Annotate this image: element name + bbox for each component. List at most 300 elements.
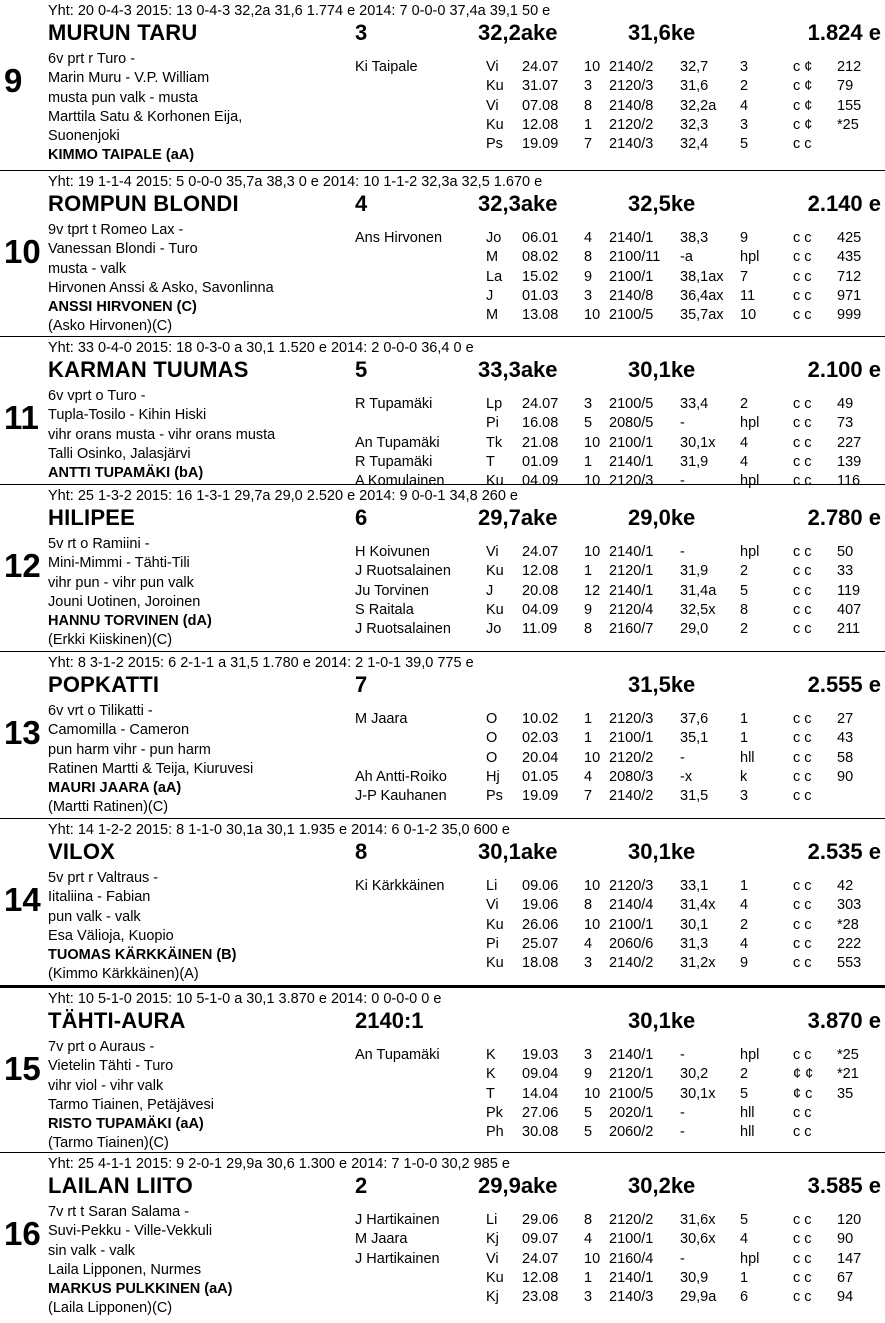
horse-name: MURUN TARU xyxy=(48,20,198,45)
start-shoes: c c xyxy=(793,788,812,805)
start-shoes: c ¢ xyxy=(793,116,813,133)
start-shoes: c c xyxy=(793,897,812,914)
start-odds: 435 xyxy=(837,249,862,266)
horse-info-line: Camomilla - Cameron xyxy=(48,722,190,739)
start-race: 1 xyxy=(584,1269,593,1286)
program-number: 15 xyxy=(4,1050,41,1087)
start-shoes: c c xyxy=(793,434,812,451)
start-track: T xyxy=(486,453,495,470)
total-earnings: 3.870 e xyxy=(807,1008,881,1033)
track-number: 8 xyxy=(355,839,368,864)
horse-name: ROMPUN BLONDI xyxy=(48,191,239,216)
horse-name: TÄHTI-AURA xyxy=(48,1008,186,1033)
start-track: Tk xyxy=(486,434,503,451)
start-placing: 1 xyxy=(740,730,749,747)
start-distance: 2100/11 xyxy=(609,249,661,266)
start-row xyxy=(0,620,885,639)
program-number: 9 xyxy=(4,62,23,99)
horse-stats-line: Yht: 14 1-2-2 2015: 8 1-1-0 30,1a 30,1 1.935 e 2014: 6 0-1-2 35,0 600 e xyxy=(48,822,510,838)
start-track: O xyxy=(486,711,498,727)
start-driver: J Ruotsalainen xyxy=(355,621,451,638)
start-odds: *25 xyxy=(837,1047,859,1063)
record-autostart: 29,7ake xyxy=(478,505,558,530)
track-number: 3 xyxy=(355,20,368,45)
start-row xyxy=(0,248,885,267)
start-driver: Ju Torvinen xyxy=(355,582,429,599)
start-driver: J-P Kauhanen xyxy=(355,788,447,805)
horse-entry xyxy=(0,651,885,818)
start-odds: 90 xyxy=(837,1231,854,1248)
start-odds: 58 xyxy=(837,749,854,766)
start-distance: 2140/1 xyxy=(609,582,654,599)
start-date: 30.08 xyxy=(522,1124,559,1141)
total-earnings: 2.100 e xyxy=(807,357,881,382)
horse-info-line: Tarmo Tiainen, Petäjävesi xyxy=(48,1096,215,1113)
horse-info-line: pun valk - valk xyxy=(48,908,141,925)
start-shoes: c c xyxy=(793,916,812,933)
start-distance: 2120/3 xyxy=(609,878,654,894)
start-time: 38,3 xyxy=(680,230,709,246)
start-driver: Ah Antti-Roiko xyxy=(355,768,447,785)
start-shoes: c c xyxy=(793,1104,812,1121)
start-shoes: c c xyxy=(793,1212,812,1228)
start-race: 3 xyxy=(584,396,593,412)
start-placing: 1 xyxy=(740,711,749,727)
start-date: 02.03 xyxy=(522,730,559,747)
horse-info-line: sin valk - valk xyxy=(48,1242,136,1259)
start-placing: 4 xyxy=(740,935,749,952)
start-time: 37,6 xyxy=(680,711,709,727)
start-shoes: c c xyxy=(793,1124,812,1141)
start-row xyxy=(0,77,885,96)
start-time: 32,5x xyxy=(680,601,716,618)
start-time: 31,3 xyxy=(680,935,709,952)
start-driver: R Tupamäki xyxy=(355,396,433,412)
horse-info-line: Marin Muru - V.P. William xyxy=(48,70,210,87)
horse-stats-line: Yht: 10 5-1-0 2015: 10 5-1-0 a 30,1 3.870 e 2014: 0 0-0-0 0 e xyxy=(48,991,442,1007)
start-race: 3 xyxy=(584,955,593,972)
start-date: 11.09 xyxy=(522,621,558,638)
start-time: 30,1x xyxy=(680,1085,716,1102)
start-date: 13.08 xyxy=(522,307,559,324)
start-distance: 2140/2 xyxy=(609,788,654,805)
horse-info-line: Hirvonen Anssi & Asko, Savonlinna xyxy=(48,279,274,296)
recent-starts-table xyxy=(0,543,885,639)
horse-info-line: Vanessan Blondi - Turo xyxy=(48,241,198,258)
start-track: M xyxy=(486,249,499,266)
start-row xyxy=(0,582,885,601)
start-date: 29.06 xyxy=(522,1212,559,1228)
start-shoes: c c xyxy=(793,1250,812,1267)
horse-entry xyxy=(0,1152,885,1323)
start-track: Vi xyxy=(486,544,499,560)
horse-info-line: Vietelin Tähti - Turo xyxy=(48,1058,174,1075)
start-placing: 2 xyxy=(740,1066,749,1083)
start-time: - xyxy=(680,415,685,432)
start-odds: 94 xyxy=(837,1289,854,1306)
start-distance: 2100/1 xyxy=(609,916,654,933)
start-date: 19.09 xyxy=(522,136,559,153)
start-distance: 2120/3 xyxy=(609,711,654,727)
record-best: 30,1ke xyxy=(628,1008,696,1033)
start-shoes: c c xyxy=(793,730,812,747)
start-date: 21.08 xyxy=(522,434,559,451)
start-shoes: c c xyxy=(793,230,812,246)
start-row xyxy=(0,97,885,116)
track-number: 2 xyxy=(355,1173,368,1198)
start-shoes: c c xyxy=(793,878,812,894)
start-odds: 303 xyxy=(837,897,862,914)
start-race: 1 xyxy=(584,730,593,747)
start-time: 30,1x xyxy=(680,434,716,451)
horse-info-line: 9v tprt t Romeo Lax - xyxy=(48,222,184,238)
start-distance: 2140/3 xyxy=(609,136,654,153)
start-time: - xyxy=(680,1104,685,1121)
start-time: 30,6x xyxy=(680,1231,716,1248)
horse-entry xyxy=(0,0,885,170)
track-number: 2140:1 xyxy=(355,1008,424,1033)
start-odds: 147 xyxy=(837,1250,862,1267)
start-row xyxy=(0,787,885,806)
start-row xyxy=(0,1230,885,1249)
start-distance: 2140/2 xyxy=(609,59,654,75)
start-distance: 2100/5 xyxy=(609,396,654,412)
start-date: 01.03 xyxy=(522,287,559,304)
start-track: Ku xyxy=(486,916,504,933)
start-distance: 2080/3 xyxy=(609,768,654,785)
start-odds: 971 xyxy=(837,287,862,304)
start-race: 10 xyxy=(584,878,601,894)
start-odds: 73 xyxy=(837,415,854,432)
horse-stats-line: Yht: 8 3-1-2 2015: 6 2-1-1 a 31,5 1.780 e 2014: 2 1-0-1 39,0 775 e xyxy=(48,655,474,671)
start-placing: hpl xyxy=(740,249,760,266)
start-time: 31,2x xyxy=(680,955,716,972)
start-row xyxy=(0,1250,885,1269)
recent-starts-table xyxy=(0,1046,885,1142)
start-row xyxy=(0,954,885,973)
start-date: 23.08 xyxy=(522,1289,559,1306)
start-row xyxy=(0,1065,885,1084)
start-track: Pi xyxy=(486,935,499,952)
start-row xyxy=(0,116,885,135)
horse-entry xyxy=(0,818,885,985)
start-race: 7 xyxy=(584,788,593,805)
total-earnings: 1.824 e xyxy=(807,20,881,45)
horse-stats-line: Yht: 25 1-3-2 2015: 16 1-3-1 29,7a 29,0 2.520 e 2014: 9 0-0-1 34,8 260 e xyxy=(48,488,518,504)
start-shoes: c c xyxy=(793,268,812,285)
start-distance: 2140/4 xyxy=(609,897,654,914)
start-distance: 2140/8 xyxy=(609,97,654,114)
start-time: 32,4 xyxy=(680,136,709,153)
start-driver: R Tupamäki xyxy=(355,453,433,470)
start-placing: 7 xyxy=(740,268,749,285)
start-date: 24.07 xyxy=(522,544,559,560)
total-earnings: 3.585 e xyxy=(807,1173,881,1198)
horse-name: HILIPEE xyxy=(48,505,135,530)
start-odds: 553 xyxy=(837,955,862,972)
start-date: 18.08 xyxy=(522,955,559,972)
start-race: 5 xyxy=(584,1124,593,1141)
horse-entry xyxy=(0,985,885,1152)
start-time: 35,1 xyxy=(680,730,709,747)
start-track: Ku xyxy=(486,1269,504,1286)
start-distance: 2120/4 xyxy=(609,601,654,618)
start-distance: 2120/2 xyxy=(609,116,654,133)
horse-stats-line: Yht: 33 0-4-0 2015: 18 0-3-0 a 30,1 1.520 e 2014: 2 0-0-0 36,4 0 e xyxy=(48,340,474,356)
start-placing: hll xyxy=(740,749,755,766)
start-distance: 2140/1 xyxy=(609,1269,654,1286)
start-odds: 999 xyxy=(837,307,862,324)
start-race: 8 xyxy=(584,1212,593,1228)
start-date: 16.08 xyxy=(522,415,559,432)
start-shoes: c c xyxy=(793,396,812,412)
start-shoes: c c xyxy=(793,582,812,599)
horse-stats-line: Yht: 19 1-1-4 2015: 5 0-0-0 35,7a 38,3 0 e 2014: 10 1-1-2 32,3a 32,5 1.670 e xyxy=(48,174,543,190)
start-time: 30,1 xyxy=(680,916,709,933)
start-race: 8 xyxy=(584,897,593,914)
horse-info-line: Tupla-Tosilo - Kihin Hiski xyxy=(48,407,207,424)
start-row xyxy=(0,749,885,768)
start-odds: 222 xyxy=(837,935,862,952)
start-time: 31,4a xyxy=(680,582,717,599)
start-track: Li xyxy=(486,878,498,894)
horse-info-line: musta pun valk - musta xyxy=(48,89,198,106)
start-distance: 2120/2 xyxy=(609,749,654,766)
horse-info-line: (Martti Ratinen)(C) xyxy=(48,799,169,816)
start-driver: H Koivunen xyxy=(355,544,430,560)
start-time: 32,2a xyxy=(680,97,717,114)
start-race: 8 xyxy=(584,249,593,266)
horse-info-line: vihr viol - vihr valk xyxy=(48,1077,164,1094)
start-odds: 712 xyxy=(837,268,862,285)
start-odds: 33 xyxy=(837,563,854,580)
start-placing: hpl xyxy=(740,1047,760,1063)
start-track: Ku xyxy=(486,601,504,618)
start-odds: 227 xyxy=(837,434,862,451)
start-date: 24.07 xyxy=(522,1250,559,1267)
start-track: O xyxy=(486,730,498,747)
program-number: 11 xyxy=(4,399,39,436)
start-row xyxy=(0,916,885,935)
start-row xyxy=(0,1104,885,1123)
start-race: 1 xyxy=(584,453,593,470)
start-shoes: c c xyxy=(793,249,812,266)
start-row xyxy=(0,229,885,248)
start-track: Ku xyxy=(486,955,504,972)
horse-info-line: Jouni Uotinen, Joroinen xyxy=(48,593,201,610)
start-driver: Ki Kärkkäinen xyxy=(355,878,445,894)
start-time: - xyxy=(680,1124,685,1141)
start-odds: 211 xyxy=(837,621,861,638)
start-placing: hpl xyxy=(740,415,760,432)
start-row xyxy=(0,543,885,562)
start-row xyxy=(0,1269,885,1288)
start-track: J xyxy=(486,582,494,599)
start-distance: 2120/3 xyxy=(609,78,654,95)
start-driver: M Jaara xyxy=(355,1231,408,1248)
start-odds: 119 xyxy=(837,582,861,599)
start-driver: J Hartikainen xyxy=(355,1212,440,1228)
start-distance: 2080/5 xyxy=(609,415,654,432)
start-distance: 2100/1 xyxy=(609,1231,654,1248)
start-driver: A Komulainen xyxy=(355,473,445,490)
start-driver: Ans Hirvonen xyxy=(355,230,443,246)
start-time: 36,4ax xyxy=(680,287,724,304)
start-odds: 27 xyxy=(837,711,854,727)
start-shoes: c c xyxy=(793,136,812,153)
start-race: 12 xyxy=(584,582,601,599)
start-odds: 425 xyxy=(837,230,862,246)
start-date: 20.04 xyxy=(522,749,559,766)
start-driver: An Tupamäki xyxy=(355,434,440,451)
start-row xyxy=(0,601,885,620)
start-time: - xyxy=(680,1047,685,1063)
start-track: O xyxy=(486,749,498,766)
horse-info-line: Ratinen Martti & Teija, Kiuruvesi xyxy=(48,760,254,777)
total-earnings: 2.140 e xyxy=(807,191,881,216)
start-shoes: ¢ ¢ xyxy=(793,1066,814,1083)
start-track: Ps xyxy=(486,136,503,153)
start-track: Lp xyxy=(486,396,503,412)
start-track: Ku xyxy=(486,563,504,580)
start-odds: 212 xyxy=(837,59,862,75)
record-best: 31,5ke xyxy=(628,672,696,697)
start-distance: 2100/5 xyxy=(609,1085,654,1102)
horse-info-line: TUOMAS KÄRKKÄINEN (B) xyxy=(48,947,237,964)
start-row xyxy=(0,453,885,472)
start-shoes: c c xyxy=(793,955,812,972)
start-race: 4 xyxy=(584,768,593,785)
start-distance: 2120/3 xyxy=(609,473,654,490)
start-track: M xyxy=(486,307,499,324)
start-date: 12.08 xyxy=(522,563,559,580)
start-distance: 2060/6 xyxy=(609,935,654,952)
start-placing: 9 xyxy=(740,230,749,246)
start-track: K xyxy=(486,1047,496,1063)
start-driver: M Jaara xyxy=(355,711,408,727)
start-time: 33,1 xyxy=(680,878,709,894)
start-placing: hll xyxy=(740,1104,755,1121)
start-driver: S Raitala xyxy=(355,601,414,618)
start-distance: 2160/7 xyxy=(609,621,654,638)
program-number: 10 xyxy=(4,233,41,270)
start-date: 04.09 xyxy=(522,601,559,618)
horse-info-line: Mini-Mimmi - Tähti-Tili xyxy=(48,555,190,572)
start-shoes: c c xyxy=(793,768,812,785)
start-placing: 2 xyxy=(740,916,749,933)
recent-starts-table xyxy=(0,710,885,806)
horse-name: VILOX xyxy=(48,839,116,864)
start-time: -x xyxy=(680,768,693,785)
start-row xyxy=(0,58,885,77)
start-driver: Ki Taipale xyxy=(355,59,418,75)
start-date: 01.05 xyxy=(522,768,559,785)
start-track: J xyxy=(486,287,494,304)
start-distance: 2140/1 xyxy=(609,1047,654,1063)
horse-info-line: 5v rt o Ramiini - xyxy=(48,536,150,552)
start-row xyxy=(0,562,885,581)
horse-info-line: Suonenjoki xyxy=(48,128,120,145)
start-placing: 6 xyxy=(740,1289,749,1306)
start-row xyxy=(0,1123,885,1142)
program-number: 12 xyxy=(4,547,41,584)
track-number: 7 xyxy=(355,672,368,697)
start-odds: 67 xyxy=(837,1269,854,1286)
start-row xyxy=(0,768,885,787)
start-placing: k xyxy=(740,768,748,785)
start-row xyxy=(0,434,885,453)
start-track: Ku xyxy=(486,473,504,490)
start-track: Vi xyxy=(486,1250,499,1267)
start-date: 09.04 xyxy=(522,1066,559,1083)
start-race: 3 xyxy=(584,1047,593,1063)
start-row xyxy=(0,1211,885,1230)
start-date: 07.08 xyxy=(522,97,559,114)
program-number: 16 xyxy=(4,1215,41,1252)
start-distance: 2060/2 xyxy=(609,1124,654,1141)
record-best: 30,2ke xyxy=(628,1173,696,1198)
horse-info-line: 6v vprt o Turo - xyxy=(48,388,146,404)
horse-info-line: (Asko Hirvonen)(C) xyxy=(48,318,173,335)
start-date: 15.02 xyxy=(522,268,559,285)
start-odds: *25 xyxy=(837,116,859,133)
start-race: 1 xyxy=(584,116,593,133)
start-placing: hpl xyxy=(740,473,760,490)
total-earnings: 2.780 e xyxy=(807,505,881,530)
start-track: T xyxy=(486,1085,495,1102)
start-row xyxy=(0,306,885,325)
start-shoes: c c xyxy=(793,601,812,618)
start-time: 32,3 xyxy=(680,116,709,133)
start-placing: 2 xyxy=(740,396,749,412)
start-distance: 2020/1 xyxy=(609,1104,654,1121)
start-date: 25.07 xyxy=(522,935,559,952)
start-distance: 2140/3 xyxy=(609,1289,654,1306)
start-track: Vi xyxy=(486,97,499,114)
start-shoes: c ¢ xyxy=(793,78,813,95)
horse-name: POPKATTI xyxy=(48,672,160,697)
record-autostart: 33,3ake xyxy=(478,357,558,382)
start-odds: 116 xyxy=(837,473,861,490)
start-race: 10 xyxy=(584,749,601,766)
horse-info-line: RISTO TUPAMÄKI (aA) xyxy=(48,1116,204,1133)
start-distance: 2100/5 xyxy=(609,307,654,324)
record-autostart: 32,2ake xyxy=(478,20,558,45)
start-race: 10 xyxy=(584,544,601,560)
start-shoes: c c xyxy=(793,287,812,304)
horse-info-line: vihr orans musta - vihr orans musta xyxy=(48,426,276,443)
horse-info-line: MAURI JAARA (aA) xyxy=(48,780,182,797)
start-placing: 4 xyxy=(740,97,749,114)
start-race: 8 xyxy=(584,97,593,114)
start-time: 31,6x xyxy=(680,1212,716,1228)
start-odds: 407 xyxy=(837,601,862,618)
start-shoes: c c xyxy=(793,307,812,324)
start-race: 1 xyxy=(584,711,593,727)
start-row xyxy=(0,1085,885,1104)
horse-info-line: (Laila Lipponen)(C) xyxy=(48,1300,173,1317)
start-track: Kj xyxy=(486,1231,499,1248)
record-best: 29,0ke xyxy=(628,505,696,530)
start-track: Ku xyxy=(486,78,504,95)
start-time: 31,6 xyxy=(680,78,709,95)
record-best: 30,1ke xyxy=(628,839,696,864)
start-race: 5 xyxy=(584,1104,593,1121)
start-date: 06.01 xyxy=(522,230,559,246)
start-odds: 139 xyxy=(837,453,862,470)
start-shoes: ¢ c xyxy=(793,1085,813,1102)
start-shoes: c c xyxy=(793,935,812,952)
